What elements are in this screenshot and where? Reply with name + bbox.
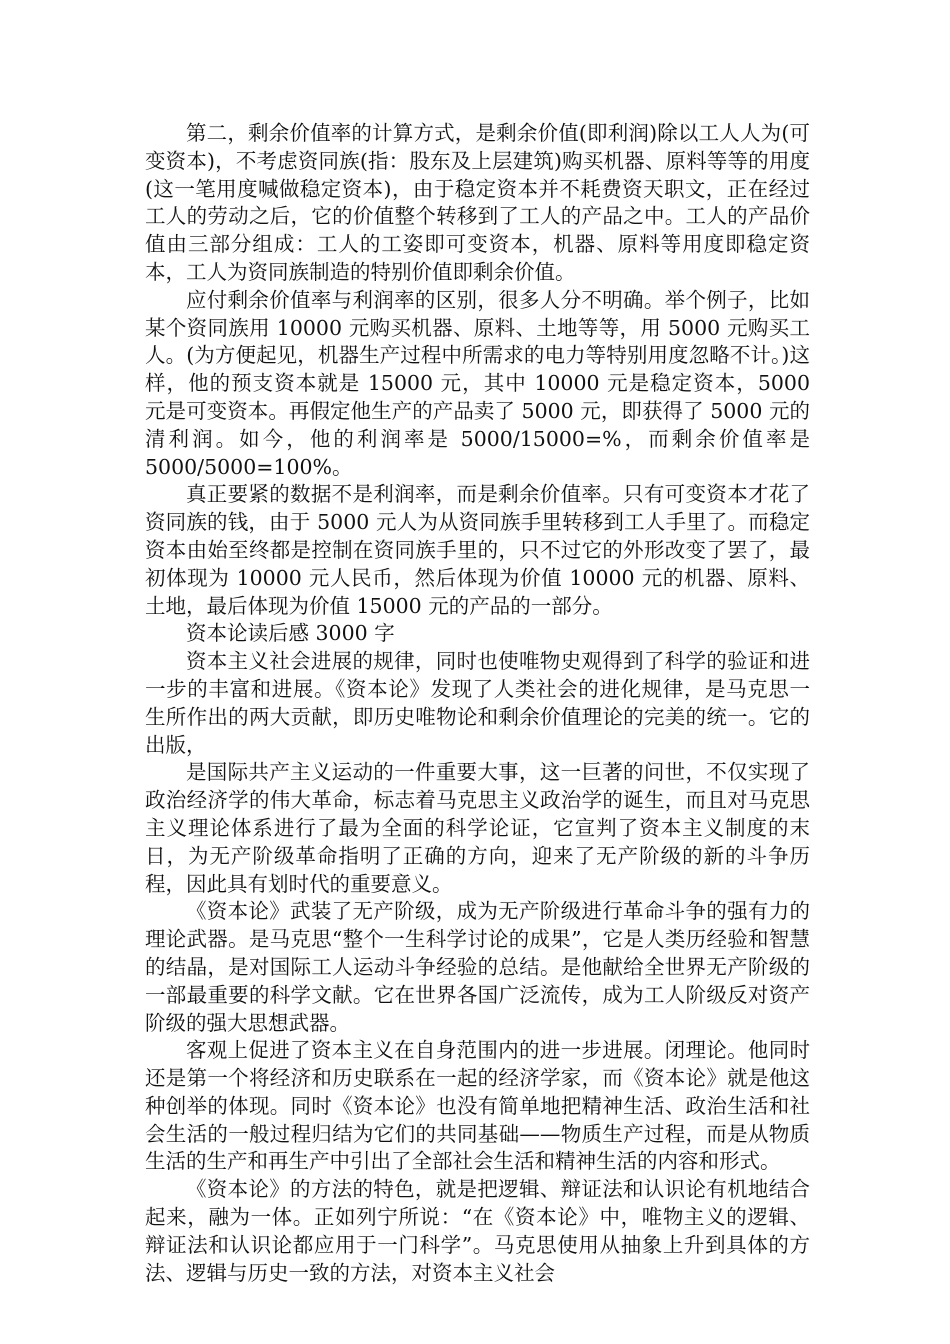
section-heading: 资本论读后感 3000 字 <box>186 621 395 646</box>
paragraph-profit-rate-example: 应付剩余价值率与利润率的区别，很多人分不明确。举个例子，比如某个资同族用 10000 元购买机器、原料、土地等等，用 5000 元购买工人。(为方便起见，机器生产过程中所需求的电力等特别用度忽略不计。)这样，他的预支资本就是 15000 元，其中 10000 元是稳定资本，5000 元是可变资本。再假定他生产的产品卖了 5000 元，即获得了 5000 元的清利润。如今，他的利润率是 5000/15000=%，而剩余价值率是 5000/5000=100%。 <box>145 287 810 479</box>
paragraph-international-significance: 是国际共产主义运动的一件重要大事，这一巨著的问世，不仅实现了政治经济学的伟大革命，标志着马克思主义政治学的诞生，而且对马克思主义理论体系进行了最为全面的科学论证，它宣判了资本主义制度的末日，为无产阶级革命指明了正确的方向，迎来了无产阶级的新的斗争历程，因此具有划时代的重要意义。 <box>145 760 810 896</box>
paragraph-method-features: 《资本论》的方法的特色，就是把逻辑、辩证法和认识论有机地结合起来，融为一体。正如列宁所说：“在《资本论》中，唯物主义的逻辑、辩证法和认识论都应用于一门科学”。马克思使用从抽象上升到具体的方法、逻辑与历史一致的方法，对资本主义社会 <box>145 1177 810 1285</box>
paragraph-surplus-value-rate-calculation: 第二，剩余价值率的计算方式，是剩余价值(即利润)除以工人人为(可变资本)，不考虑资同族(指：股东及上层建筑)购买机器、原料等等的用度(这一笔用度喊做稳定资本)，由于稳定资本并不耗费资天职文，正在经过工人的劳动之后，它的价值整个转移到了工人的产品之中。工人的产品价值由三部分组成：工人的工姿即可变资本，机器、原料等用度即稳定资本，工人为资同族制造的特别价值即剩余价值。 <box>145 121 810 284</box>
paragraph-social-development-law: 资本主义社会进展的规律，同时也使唯物史观得到了科学的验证和进一步的丰富和进展。《资本论》发现了人类社会的进化规律，是马克思一生所作出的两大贡献，即历史唯物论和剩余价值理论的完美的统一。它的出版， <box>145 649 810 757</box>
document-body <box>145 120 810 1287</box>
paragraph-key-data: 真正要紧的数据不是利润率，而是剩余价值率。只有可变资本才花了资同族的钱，由于 5000 元人为从资同族手里转移到工人手里了。而稳定资本由始至终都是控制在资同族手里的，只不过它的外形改变了罢了，最初体现为 10000 元人民币，然后体现为价值 10000 元的机器、原料、土地，最后体现为价值 15000 元的产品的一部分。 <box>145 482 810 618</box>
paragraph-theoretical-weapon: 《资本论》武装了无产阶级，成为无产阶级进行革命斗争的强有力的理论武器。是马克思“整个一生科学讨论的成果”，它是人类历经验和智慧的结晶，是对国际工人运动斗争经验的总结。是他献给全世界无产阶级的一部最重要的科学文献。它在世界各国广泛流传，成为工人阶级反对资产阶级的强大思想武器。 <box>145 899 810 1035</box>
paragraph-economics-and-history: 客观上促进了资本主义在自身范围内的进一步进展。闭理论。他同时还是第一个将经济和历史联系在一起的经济学家，而《资本论》就是他这种创举的体现。同时《资本论》也没有简单地把精神生活、政治生活和社会生活的一般过程归结为它们的共同基础——物质生产过程，而是从物质生活的生产和再生产中引出了全部社会生活和精神生活的内容和形式。 <box>145 1038 810 1174</box>
